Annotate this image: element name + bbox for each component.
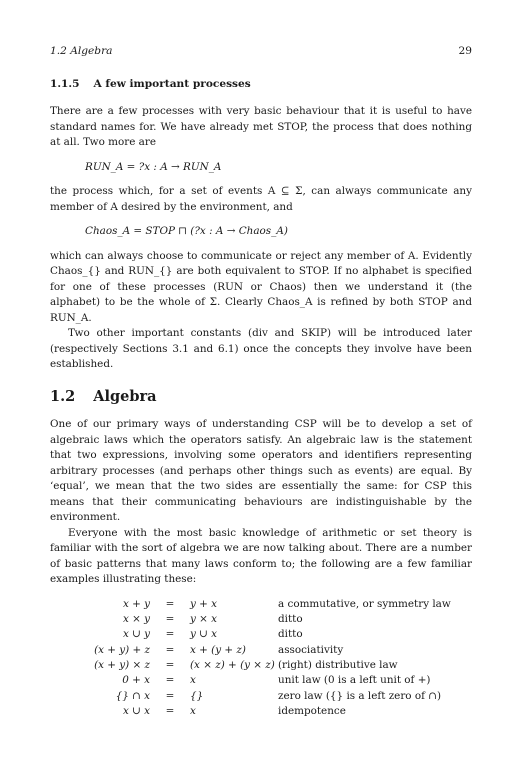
paragraph-constants: Two other important constants (div and SKIP) will be introduced later (respectively Sections 3.1 and 6.1) once the concepts they involve have been established. — [50, 327, 472, 370]
law-rhs: {} — [190, 689, 204, 702]
law-note: ditto — [278, 628, 303, 641]
law-row — [50, 612, 472, 627]
law-note: zero law ({} is a left zero of ∩) — [278, 689, 442, 702]
paragraph-run-explanation: the process which, for a set of events A ⊆ Σ, can always communicate any member of A desired by the environment, and — [50, 185, 472, 213]
law-row — [50, 673, 472, 688]
running-header — [50, 44, 472, 60]
law-lhs: (x + y) × z — [94, 659, 150, 672]
law-lhs: 0 + x — [122, 674, 150, 687]
law-rhs: x + (y + z) — [190, 643, 246, 656]
law-lhs: (x + y) + z — [94, 643, 150, 656]
equation-run: RUN_A = ?x : A → RUN_A — [85, 160, 222, 173]
equation-chaos: Chaos_A = STOP ⊓ (?x : A → Chaos_A) — [85, 225, 288, 237]
section-heading — [50, 389, 472, 405]
law-equals: = — [165, 705, 175, 718]
paragraph-chaos-explanation: which can always choose to communicate or reject any member of A. Evidently Chaos_{} and RUN_{} are both equivalent to STOP. If no alphabet is specified for one of these processes (RUN or Chaos) then we understand it (the alphabet) to be the whole of Σ. Clearly Chaos_A is refined by both STOP and RUN_A. — [50, 249, 472, 324]
subsection-heading — [50, 77, 472, 93]
law-note: idempotence — [278, 705, 346, 718]
law-equals: = — [165, 643, 175, 656]
subsection-number: 1.1.5 — [50, 77, 80, 90]
paragraph-algebra-intro: One of our primary ways of understanding CSP will be to develop a set of algebraic laws which the operators satisfy. An algebraic law is the statement that two expressions, involving some operators and identifiers representing arbitrary processes (and perhaps other things such as events) are equal. By ‘equal’, we mean that the two sides are essentially the same: for CSP this means that their communicating behaviours are indistinguishable by the environment. — [50, 418, 472, 523]
law-rhs: y + x — [190, 597, 218, 610]
law-row — [50, 658, 472, 673]
law-equals: = — [165, 689, 175, 702]
paragraph-intro: There are a few processes with very basic behaviour that it is useful to have standard names for. We have already met STOP, the process that does nothing at all. Two more are — [50, 105, 472, 148]
law-equals: = — [165, 612, 175, 625]
law-rhs: x — [190, 674, 196, 687]
law-row — [50, 627, 472, 642]
paragraph-algebra-examples: Everyone with the most basic knowledge of arithmetic or set theory is familiar with the sort of algebra we are now talking about. There are a number of basic patterns that many laws conform to; the following are a few familiar examples illustrating these: — [50, 526, 472, 585]
laws-table — [50, 597, 472, 720]
law-lhs: x ∪ x — [122, 705, 150, 718]
law-rhs: y × x — [190, 612, 218, 625]
law-rhs: x — [190, 705, 196, 718]
law-lhs: {} ∩ x — [115, 689, 150, 702]
law-note: a commutative, or symmetry law — [278, 597, 451, 610]
law-equals: = — [165, 597, 175, 610]
law-rhs: (x × z) + (y × z) — [190, 659, 275, 672]
law-rhs: y ∪ x — [190, 628, 218, 641]
section-title: Algebra — [93, 387, 157, 405]
law-row — [50, 689, 472, 704]
law-equals: = — [165, 674, 175, 687]
law-equals: = — [165, 628, 175, 641]
law-row — [50, 643, 472, 658]
subsection-title: A few important processes — [93, 77, 251, 90]
law-lhs: x ∪ y — [122, 628, 150, 641]
law-note: ditto — [278, 612, 303, 625]
law-equals: = — [165, 659, 175, 672]
page-number: 29 — [458, 45, 472, 57]
law-note: (right) distributive law — [278, 659, 398, 672]
law-lhs: x + y — [122, 597, 150, 610]
law-note: associativity — [278, 643, 344, 656]
law-row — [50, 704, 472, 719]
section-number: 1.2 — [50, 387, 76, 405]
law-row — [50, 597, 472, 612]
law-note: unit law (0 is a left unit of +) — [278, 674, 431, 687]
running-title: 1.2 Algebra — [50, 45, 113, 57]
law-lhs: x × y — [122, 612, 150, 625]
